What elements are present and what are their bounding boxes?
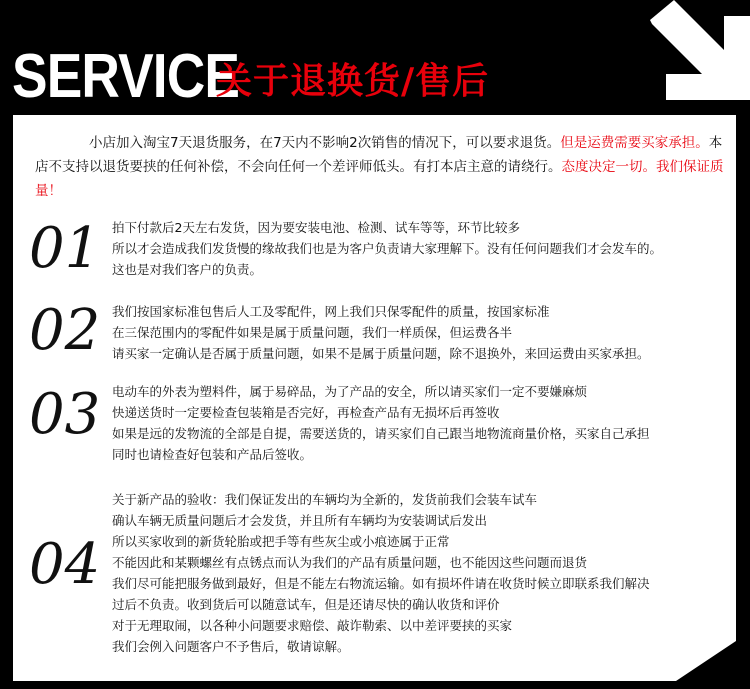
section-line: 不能因此和某颗螺丝有点锈点而认为我们的产品有质量问题，也不能因这些问题而退货 [112, 555, 588, 570]
section-number-01: 01 [29, 216, 101, 281]
corner-decoration [676, 641, 736, 681]
section-line: 所以买家收到的新货轮胎或把手等有些灰尘或小痕迹属于正常 [112, 534, 450, 549]
intro-highlight-1: 但是运费需要买家承担。 [560, 135, 709, 151]
section-line: 同时也请检查好包装和产品后签收。 [112, 447, 313, 462]
section-line: 在三保范围内的零配件如果是属于质量问题，我们一样质保，但运费各半 [112, 325, 513, 340]
section-line: 过后不负责。收到货后可以随意试车，但是还请尽快的确认收货和评价 [112, 597, 500, 612]
section-line: 拍下付款后2天左右发货，因为要安装电池、检测、试车等等，环节比较多 [112, 220, 520, 235]
section-number-03: 03 [29, 382, 101, 447]
intro-highlight-2: 态度决定一切。我们保证质量！ [35, 159, 724, 199]
header [0, 0, 750, 118]
section-02-text [112, 301, 732, 364]
section-line: 关于新产品的验收：我们保证发出的车辆均为全新的，发货前我们会装车试车 [112, 492, 538, 507]
section-04-text [112, 489, 732, 657]
section-line: 快递送货时一定要检查包装箱是否完好，再检查产品有无损坏后再签收 [112, 405, 500, 420]
arrow-down-right-icon [640, 0, 750, 110]
section-line: 电动车的外表为塑料件，属于易碎品，为了产品的安全，所以请买家们一定不要嫌麻烦 [112, 384, 588, 399]
section-line: 确认车辆无质量问题后才会发货，并且所有车辆均为安装调试后发出 [112, 513, 488, 528]
section-line: 对于无理取闹，以各种小问题要求赔偿、敲诈勒索、以中差评要挟的买家 [112, 618, 513, 633]
section-line: 这也是对我们客户的负责。 [112, 262, 263, 277]
section-number-02: 02 [29, 298, 101, 363]
content-panel [13, 115, 736, 681]
section-line: 我们按国家标准包售后人工及零配件，网上我们只保零配件的质量，按国家标准 [112, 304, 550, 319]
section-line: 我们会例入问题客户不予售后，敬请谅解。 [112, 639, 350, 654]
title-english: SERVICE [12, 42, 240, 111]
section-line: 所以才会造成我们发货慢的缘故我们也是为客户负责请大家理解下。没有任何问题我们才会发车的。 [112, 241, 663, 256]
section-line: 请买家一定确认是否属于质量问题，如果不是属于质量问题，除不退换外，来回运费由买家承担。 [112, 346, 650, 361]
section-01-text [112, 217, 732, 280]
section-line: 我们尽可能把服务做到最好，但是不能左右物流运输。如有损坏件请在收货时候立即联系我们解决 [112, 576, 650, 591]
intro-paragraph [35, 131, 725, 203]
intro-text-1: 小店加入淘宝7天退货服务，在7天内不影响2次销售的情况下，可以要求退货。 [89, 135, 561, 151]
section-03-text [112, 381, 732, 465]
intro-text-2: 本店不支持以退货要挟的任何补偿，不会向任何一个差评师低头。有打本店主意的请绕行。 [35, 135, 723, 175]
section-line: 如果是远的发物流的全部是自提，需要送货的，请买家们自己跟当地物流商量价格，买家自己承担 [112, 426, 650, 441]
title-chinese: 关于退换货/售后 [216, 61, 490, 102]
section-number-04: 04 [29, 532, 101, 597]
